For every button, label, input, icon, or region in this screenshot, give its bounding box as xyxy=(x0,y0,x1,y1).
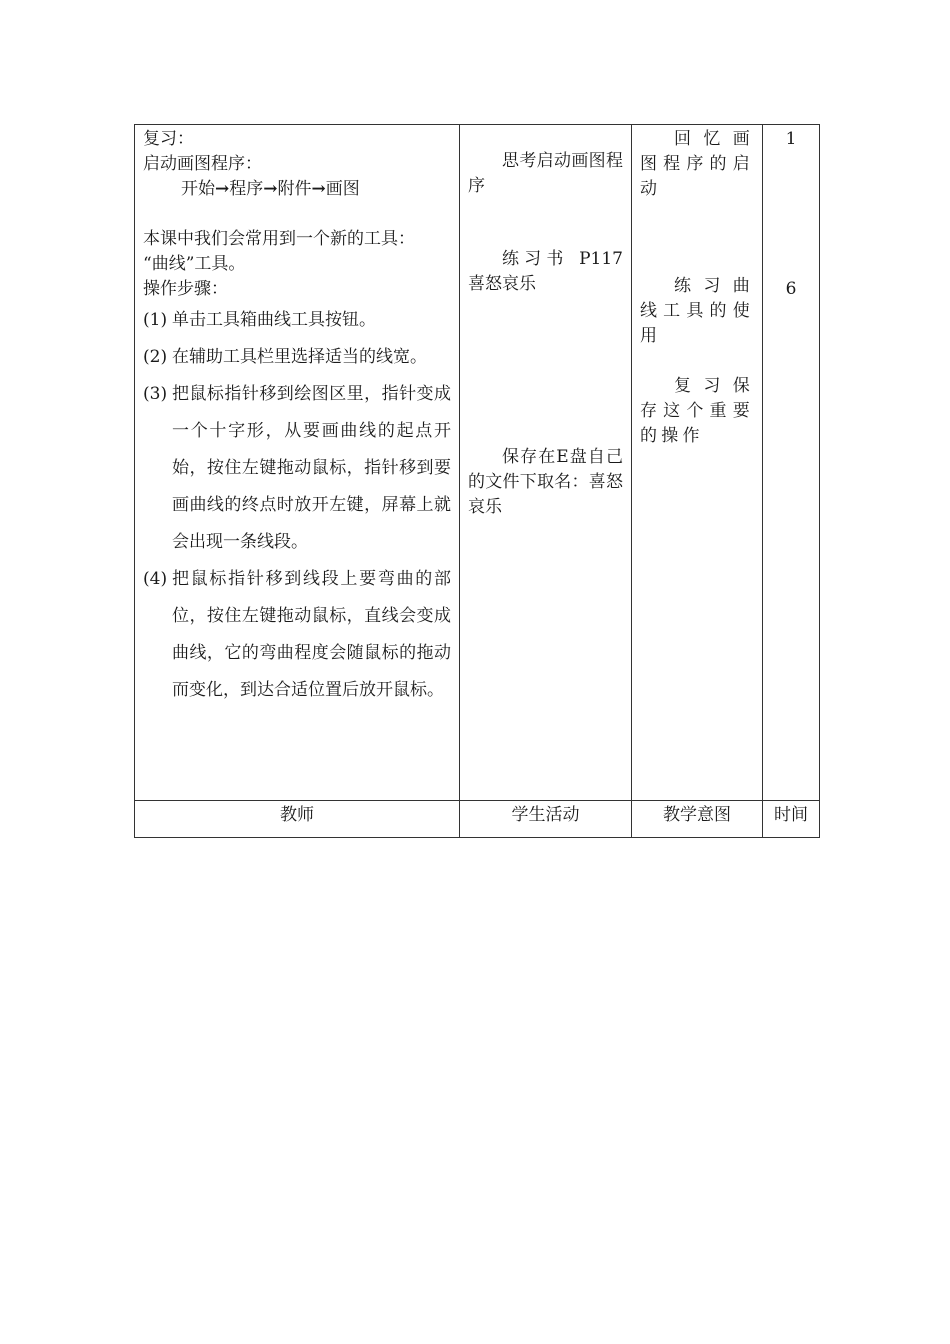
step-item xyxy=(143,339,451,376)
lesson-plan-table xyxy=(134,124,820,838)
time-1: 1 xyxy=(785,129,797,149)
path-paint: 画图 xyxy=(325,179,360,199)
intent-item-3: 复习保存这个重要的操作 xyxy=(640,376,754,446)
arrow-right-icon: → xyxy=(311,179,326,199)
step-number: (4) xyxy=(143,569,168,589)
spacer xyxy=(468,127,623,149)
intro-line-1: 本课中我们会常用到一个新的工具： xyxy=(143,229,415,249)
launch-path xyxy=(143,177,451,202)
student-activity-1: 思考启动画图程序 xyxy=(468,151,623,196)
spacer xyxy=(640,202,754,274)
header-intent: 教学意图 xyxy=(632,801,763,838)
spacer xyxy=(143,202,451,227)
arrow-right-icon: → xyxy=(215,179,230,199)
steps-label: 操作步骤： xyxy=(143,279,228,299)
review-label: 复习： xyxy=(143,129,194,149)
path-accessories: 附件 xyxy=(277,179,312,199)
time-2: 6 xyxy=(785,279,797,299)
step-number: (1) xyxy=(143,310,168,330)
path-programs: 程序 xyxy=(229,179,264,199)
intro-line-2: “曲线”工具。 xyxy=(143,254,246,274)
step-text: 把鼠标指针移到线段上要弯曲的部位，按住左键拖动鼠标，直线会变成曲线，它的弯曲程度会随鼠标的拖动而变化，到达合适位置后放开鼠标。 xyxy=(172,569,451,700)
step-number: (2) xyxy=(143,347,168,367)
step-number: (3) xyxy=(143,384,168,404)
spacer xyxy=(771,152,811,277)
intent-item-1: 回忆画图程序的启动 xyxy=(640,129,754,199)
arrow-right-icon: → xyxy=(263,179,278,199)
spacer xyxy=(468,297,623,445)
header-time: 时间 xyxy=(763,801,820,838)
teacher-cell xyxy=(135,125,460,801)
time-cell xyxy=(763,125,820,801)
launch-label: 启动画图程序： xyxy=(143,154,262,174)
steps-list xyxy=(143,302,451,709)
step-item xyxy=(143,561,451,709)
intent-item-2: 练习曲线工具的使用 xyxy=(640,276,754,346)
step-text: 在辅助工具栏里选择适当的线宽。 xyxy=(172,347,427,367)
path-start: 开始 xyxy=(181,179,215,199)
student-activity-2: 练习书 P117 喜怒哀乐 xyxy=(468,249,623,294)
header-teacher: 教师 xyxy=(135,801,460,838)
content-row xyxy=(135,125,820,801)
spacer xyxy=(640,349,754,374)
step-item xyxy=(143,376,451,561)
step-text: 把鼠标指针移到绘图区里，指针变成一个十字形，从要画曲线的起点开始，按住左键拖动鼠标，指针移到要画曲线的终点时放开左键，屏幕上就会出现一条线段。 xyxy=(172,384,451,552)
student-activity-3: 保存在E盘自己的文件下取名：喜怒哀乐 xyxy=(468,447,623,517)
spacer xyxy=(468,199,623,247)
step-text: 单击工具箱曲线工具按钮。 xyxy=(172,310,376,330)
step-item xyxy=(143,302,451,339)
intent-cell xyxy=(632,125,763,801)
header-row xyxy=(135,801,820,838)
student-cell xyxy=(460,125,632,801)
header-student: 学生活动 xyxy=(460,801,632,838)
